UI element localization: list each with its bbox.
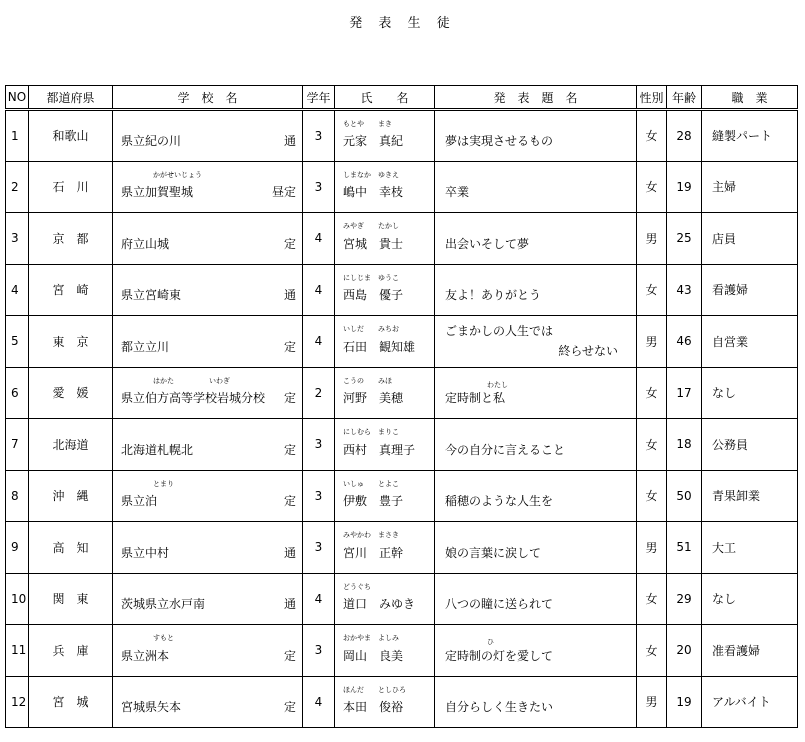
cell-sex: 女 (637, 419, 667, 471)
school-ruby: すもと (153, 634, 174, 642)
cell-no: 6 (6, 367, 29, 419)
table-row (6, 625, 798, 677)
cell-no: 11 (6, 625, 29, 677)
header-sex: 性別 (637, 86, 667, 110)
school-name: 宮城県矢本 (121, 700, 182, 714)
cell-age: 46 (667, 316, 702, 368)
student-name: 本田 俊裕 (343, 700, 404, 714)
cell-prefecture: 高 知 (29, 522, 113, 574)
cell-no: 1 (6, 110, 29, 162)
school-course: 定 (283, 236, 296, 251)
school-name: 県立泊 (121, 494, 158, 508)
cell-prefecture: 宮 城 (29, 676, 113, 728)
topic-text: 稲穂のような人生を (445, 494, 554, 508)
cell-no: 3 (6, 213, 29, 265)
cell-topic (435, 522, 637, 574)
school-course: 定 (283, 700, 296, 714)
topic-text: 定時制の灯を愛して (445, 648, 554, 663)
cell-job: なし (702, 573, 798, 625)
cell-grade: 3 (303, 470, 335, 522)
cell-name (335, 161, 435, 213)
cell-prefecture: 兵 庫 (29, 625, 113, 677)
header-topic: 発 表 題 名 (435, 86, 637, 110)
cell-sex: 女 (637, 470, 667, 522)
name-ruby: どうぐち (343, 582, 371, 591)
cell-school (113, 316, 303, 368)
name-ruby: みやぎ たかし (343, 222, 399, 230)
school-name: 県立伯方高等学校岩城分校 (121, 391, 266, 405)
cell-school (113, 110, 303, 162)
cell-name (335, 367, 435, 419)
cell-job: 縫製パート (702, 110, 798, 162)
topic-text-line2: 終らせない (558, 343, 618, 358)
cell-name (335, 419, 435, 471)
topic-text: 定時制と私 (445, 391, 506, 405)
cell-grade: 3 (303, 110, 335, 162)
cell-age: 29 (667, 573, 702, 625)
topic-text: 自分らしく生きたい (445, 700, 554, 714)
cell-sex: 女 (637, 264, 667, 316)
table-row (6, 573, 798, 625)
cell-job: 店員 (702, 213, 798, 265)
cell-name (335, 522, 435, 574)
student-name: 道口 みゆき (343, 597, 416, 611)
cell-job: 青果卸業 (702, 470, 798, 522)
cell-no: 7 (6, 419, 29, 471)
topic-text: 八つの瞳に送られて (445, 597, 554, 611)
cell-age: 19 (667, 676, 702, 728)
cell-no: 9 (6, 522, 29, 574)
name-ruby: にしじま ゆうこ (343, 273, 399, 282)
topic-text: ごまかしの人生では (445, 324, 554, 338)
table-row (6, 367, 798, 419)
cell-school (113, 213, 303, 265)
name-ruby: にしむら まりこ (343, 428, 399, 436)
cell-school (113, 161, 303, 213)
cell-job: 看護婦 (702, 264, 798, 316)
school-name: 茨城県立水戸南 (121, 597, 206, 611)
cell-name (335, 625, 435, 677)
school-course: 定 (283, 494, 296, 508)
cell-topic (435, 161, 637, 213)
table-body (6, 110, 798, 728)
cell-sex: 女 (637, 367, 667, 419)
cell-sex: 女 (637, 110, 667, 162)
name-ruby: しまなか ゆきえ (343, 170, 399, 179)
cell-age: 17 (667, 367, 702, 419)
student-name: 河野 美穂 (343, 391, 404, 405)
cell-sex: 女 (637, 573, 667, 625)
table-row (6, 676, 798, 728)
name-ruby: みやかわ まさき (343, 531, 399, 539)
school-course: 通 (283, 597, 296, 611)
name-ruby: こうの みほ (343, 376, 392, 385)
cell-topic (435, 110, 637, 162)
student-name: 伊敷 豊子 (343, 494, 404, 508)
cell-topic (435, 470, 637, 522)
cell-topic (435, 213, 637, 265)
school-course: 定 (283, 339, 296, 354)
student-name: 岡山 良美 (343, 648, 404, 663)
school-name: 県立洲本 (121, 648, 170, 663)
cell-job: 自営業 (702, 316, 798, 368)
cell-no: 12 (6, 676, 29, 728)
students-table (5, 85, 798, 728)
cell-school (113, 264, 303, 316)
cell-no: 2 (6, 161, 29, 213)
cell-name (335, 676, 435, 728)
cell-prefecture: 関 東 (29, 573, 113, 625)
school-course: 昼定 (271, 185, 296, 199)
topic-text: 友よ！ありがとう (445, 288, 542, 302)
header-grade: 学年 (303, 86, 335, 110)
cell-prefecture: 和歌山 (29, 110, 113, 162)
cell-topic (435, 676, 637, 728)
school-course: 定 (283, 442, 296, 457)
name-ruby: いしゅ とよこ (343, 479, 399, 488)
cell-age: 50 (667, 470, 702, 522)
cell-sex: 女 (637, 161, 667, 213)
school-name: 北海道札幌北 (121, 442, 194, 457)
cell-grade: 3 (303, 522, 335, 574)
cell-prefecture: 沖 縄 (29, 470, 113, 522)
cell-name (335, 316, 435, 368)
cell-grade: 3 (303, 625, 335, 677)
cell-job: なし (702, 367, 798, 419)
table-row (6, 264, 798, 316)
table-row (6, 470, 798, 522)
cell-age: 51 (667, 522, 702, 574)
cell-age: 28 (667, 110, 702, 162)
cell-sex: 男 (637, 213, 667, 265)
topic-text: 夢は実現させるもの (445, 133, 554, 148)
student-name: 宮城 貴士 (343, 236, 404, 251)
cell-grade: 4 (303, 573, 335, 625)
cell-age: 20 (667, 625, 702, 677)
school-course: 定 (283, 391, 296, 405)
cell-no: 10 (6, 573, 29, 625)
cell-school (113, 367, 303, 419)
student-name: 宮川 正幹 (343, 545, 404, 560)
school-name: 県立加賀聖城 (121, 185, 194, 199)
topic-text: 娘の言葉に涙して (445, 545, 542, 560)
cell-prefecture: 東 京 (29, 316, 113, 368)
cell-topic (435, 367, 637, 419)
cell-school (113, 625, 303, 677)
cell-grade: 4 (303, 213, 335, 265)
topic-ruby: ひ (487, 638, 494, 646)
cell-no: 5 (6, 316, 29, 368)
cell-school (113, 522, 303, 574)
header-row (6, 86, 798, 110)
cell-topic (435, 573, 637, 625)
school-course: 通 (283, 133, 296, 148)
header-age: 年齢 (667, 86, 702, 110)
school-name: 府立山城 (121, 236, 170, 251)
cell-topic (435, 625, 637, 677)
cell-topic (435, 316, 637, 368)
header-job: 職 業 (702, 86, 798, 110)
header-school: 学 校 名 (113, 86, 303, 110)
table-row (6, 161, 798, 213)
cell-grade: 4 (303, 316, 335, 368)
cell-no: 8 (6, 470, 29, 522)
name-ruby: ほんだ としひろ (343, 685, 406, 694)
cell-name (335, 264, 435, 316)
cell-grade: 4 (303, 676, 335, 728)
cell-job: アルバイト (702, 676, 798, 728)
cell-name (335, 213, 435, 265)
school-course: 定 (283, 648, 296, 663)
cell-prefecture: 京 都 (29, 213, 113, 265)
student-name: 石田 観知雄 (343, 339, 416, 354)
topic-text: 今の自分に言えること (445, 442, 566, 457)
cell-grade: 3 (303, 161, 335, 213)
school-ruby: はかた いわぎ (153, 376, 230, 385)
name-ruby: いしだ みちお (343, 325, 399, 333)
table-row (6, 213, 798, 265)
student-name: 嶋中 幸枝 (343, 185, 404, 199)
page-title: 発 表 生 徒 (349, 16, 456, 31)
table-row (6, 419, 798, 471)
cell-grade: 4 (303, 264, 335, 316)
topic-text: 卒業 (445, 185, 470, 199)
header-no: NO (6, 86, 29, 110)
table-row (6, 110, 798, 162)
cell-job: 主婦 (702, 161, 798, 213)
topic-text: 出会いそして夢 (445, 236, 530, 251)
table-row (6, 522, 798, 574)
student-name: 西村 真理子 (343, 442, 416, 457)
cell-name (335, 110, 435, 162)
cell-no: 4 (6, 264, 29, 316)
cell-school (113, 470, 303, 522)
school-name: 県立宮崎東 (121, 288, 182, 302)
topic-ruby: わたし (487, 380, 508, 389)
cell-prefecture: 石 川 (29, 161, 113, 213)
cell-prefecture: 宮 崎 (29, 264, 113, 316)
cell-sex: 女 (637, 625, 667, 677)
school-course: 通 (283, 288, 296, 302)
school-ruby: かがせいじょう (153, 170, 202, 179)
header-prefecture: 都道府県 (29, 86, 113, 110)
school-name: 県立中村 (121, 545, 170, 560)
cell-age: 25 (667, 213, 702, 265)
cell-job: 准看護婦 (702, 625, 798, 677)
cell-job: 公務員 (702, 419, 798, 471)
school-name: 県立紀の川 (121, 133, 182, 148)
cell-grade: 3 (303, 419, 335, 471)
cell-school (113, 676, 303, 728)
table-row (6, 316, 798, 368)
cell-name (335, 573, 435, 625)
cell-grade: 2 (303, 367, 335, 419)
cell-sex: 男 (637, 316, 667, 368)
school-course: 通 (283, 545, 296, 560)
school-name: 都立立川 (121, 339, 170, 354)
cell-age: 43 (667, 264, 702, 316)
cell-prefecture: 北海道 (29, 419, 113, 471)
cell-sex: 男 (637, 522, 667, 574)
cell-job: 大工 (702, 522, 798, 574)
header-name: 氏 名 (335, 86, 435, 110)
name-ruby: もとや まき (343, 120, 392, 128)
name-ruby: おかやま よしみ (343, 634, 399, 642)
cell-school (113, 573, 303, 625)
cell-topic (435, 419, 637, 471)
cell-topic (435, 264, 637, 316)
school-ruby: とまり (153, 479, 174, 488)
student-name: 元家 真紀 (343, 133, 404, 148)
student-name: 西島 優子 (343, 288, 404, 302)
cell-school (113, 419, 303, 471)
cell-age: 18 (667, 419, 702, 471)
cell-name (335, 470, 435, 522)
cell-age: 19 (667, 161, 702, 213)
cell-prefecture: 愛 媛 (29, 367, 113, 419)
cell-sex: 男 (637, 676, 667, 728)
